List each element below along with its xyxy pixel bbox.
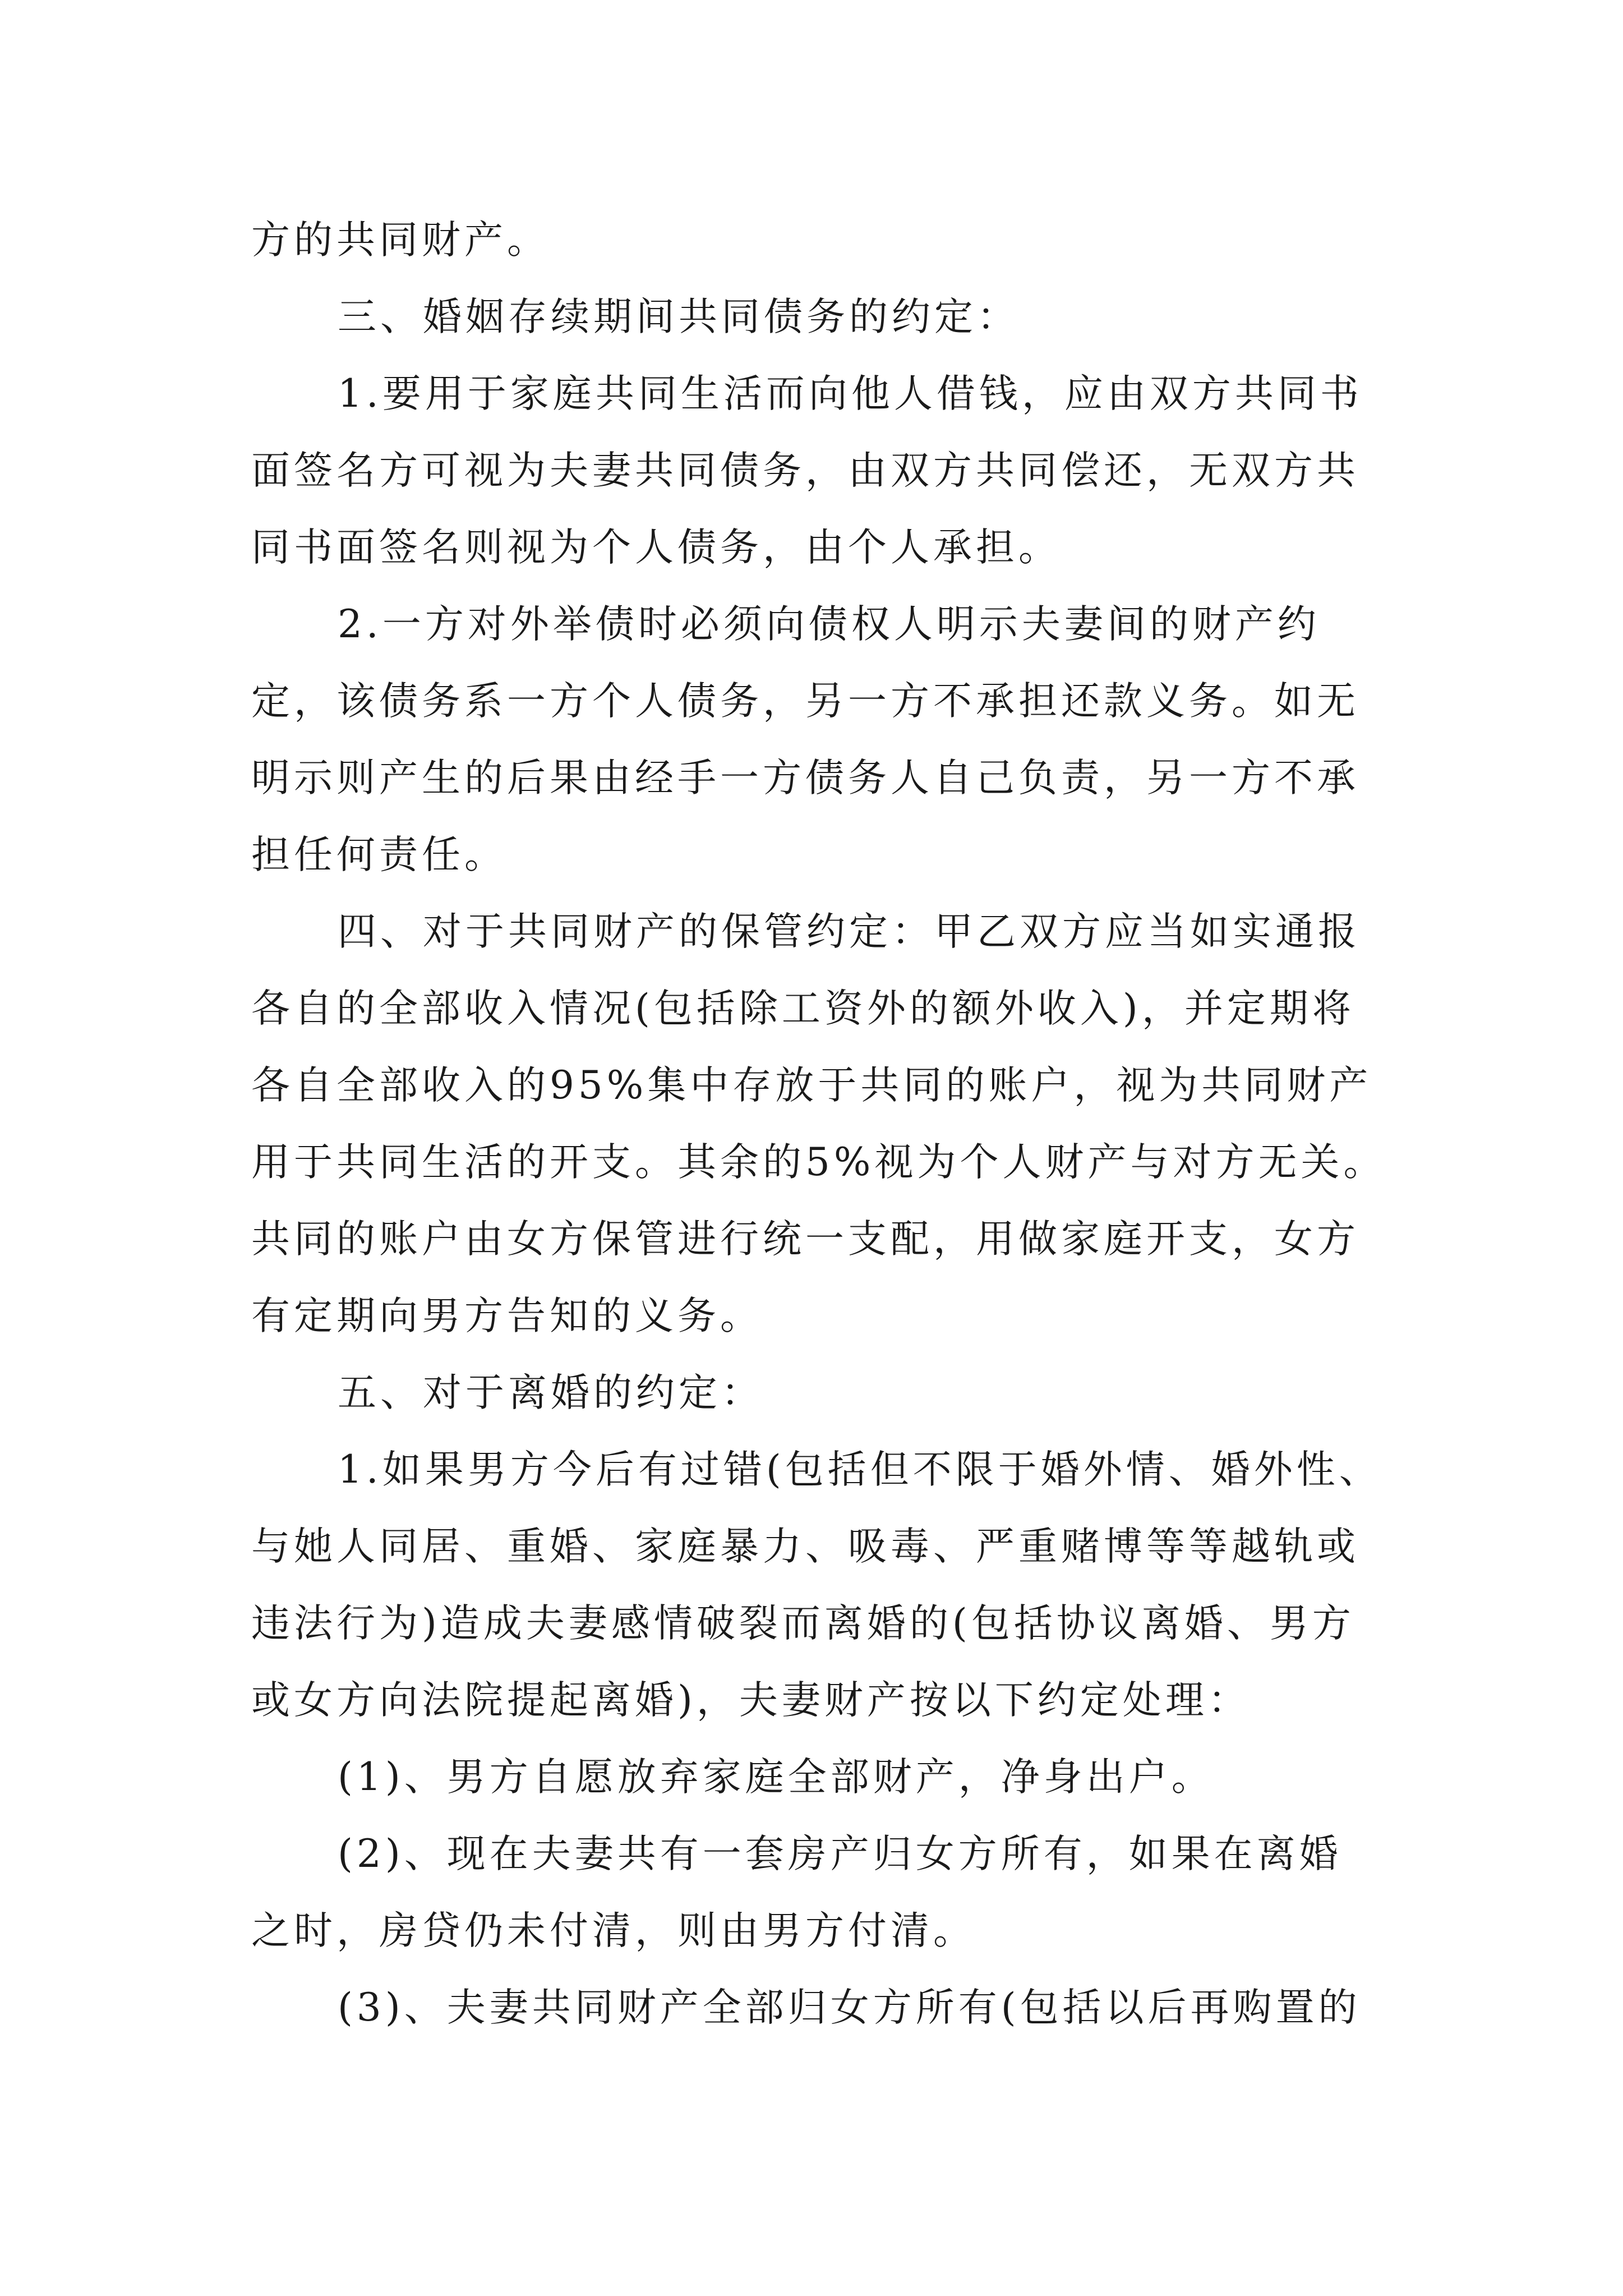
text-line: 共同的账户由女方保管进行统一支配，用做家庭开支，女方: [251, 1217, 1359, 1262]
text-line: 违法行为)造成夫妻感情破裂而离婚的(包括协议离婚、男方: [251, 1601, 1355, 1646]
text-line: 定，该债务系一方个人债务，另一方不承担还款义务。如无: [251, 679, 1359, 724]
section-heading: 五、对于离婚的约定：: [338, 1370, 764, 1415]
text-line: 担任何责任。: [251, 832, 507, 877]
list-item: (1)、男方自愿放弃家庭全部财产，净身出户。: [338, 1755, 1214, 1800]
text-line: 同书面签名则视为个人债务，由个人承担。: [251, 525, 1061, 570]
section-heading: 四、对于共同财产的保管约定：甲乙双方应当如实通报: [338, 909, 1361, 954]
text-line: 1.如果男方今后有过错(包括但不限于婚外情、婚外性、: [338, 1447, 1382, 1492]
list-item: (2)、现在夫妻共有一套房产归女方所有，如果在离婚: [338, 1832, 1342, 1876]
text-line: 或女方向法院提起离婚)，夫妻财产按以下约定处理：: [251, 1678, 1251, 1723]
text-line: 之时，房贷仍未付清，则由男方付清。: [251, 1908, 976, 1953]
text-line: 2.一方对外举债时必须向债权人明示夫妻间的财产约: [338, 602, 1320, 647]
text-line: 明示则产生的后果由经手一方债务人自己负责，另一方不承: [251, 756, 1359, 800]
text-line: 面签名方可视为夫妻共同债务，由双方共同偿还，无双方共: [251, 448, 1359, 493]
text-line: 各自全部收入的95%集中存放于共同的账户，视为共同财产: [251, 1063, 1372, 1108]
text-line: 1.要用于家庭共同生活而向他人借钱，应由双方共同书: [338, 371, 1363, 416]
text-line: 各自的全部收入情况(包括除工资外的额外收入)，并定期将: [251, 986, 1355, 1031]
section-heading: 三、婚姻存续期间共同债务的约定：: [338, 295, 1020, 339]
list-item: (3)、夫妻共同财产全部归女方所有(包括以后再购置的: [338, 1985, 1361, 2030]
text-line: 与她人同居、重婚、家庭暴力、吸毒、严重赌博等等越轨或: [251, 1524, 1359, 1569]
text-line: 方的共同财产。: [251, 218, 550, 263]
document-body: [251, 202, 1401, 2046]
text-line: 用于共同生活的开支。其余的5%视为个人财产与对方无关。: [251, 1140, 1386, 1185]
text-line: 有定期向男方告知的义务。: [251, 1294, 763, 1338]
